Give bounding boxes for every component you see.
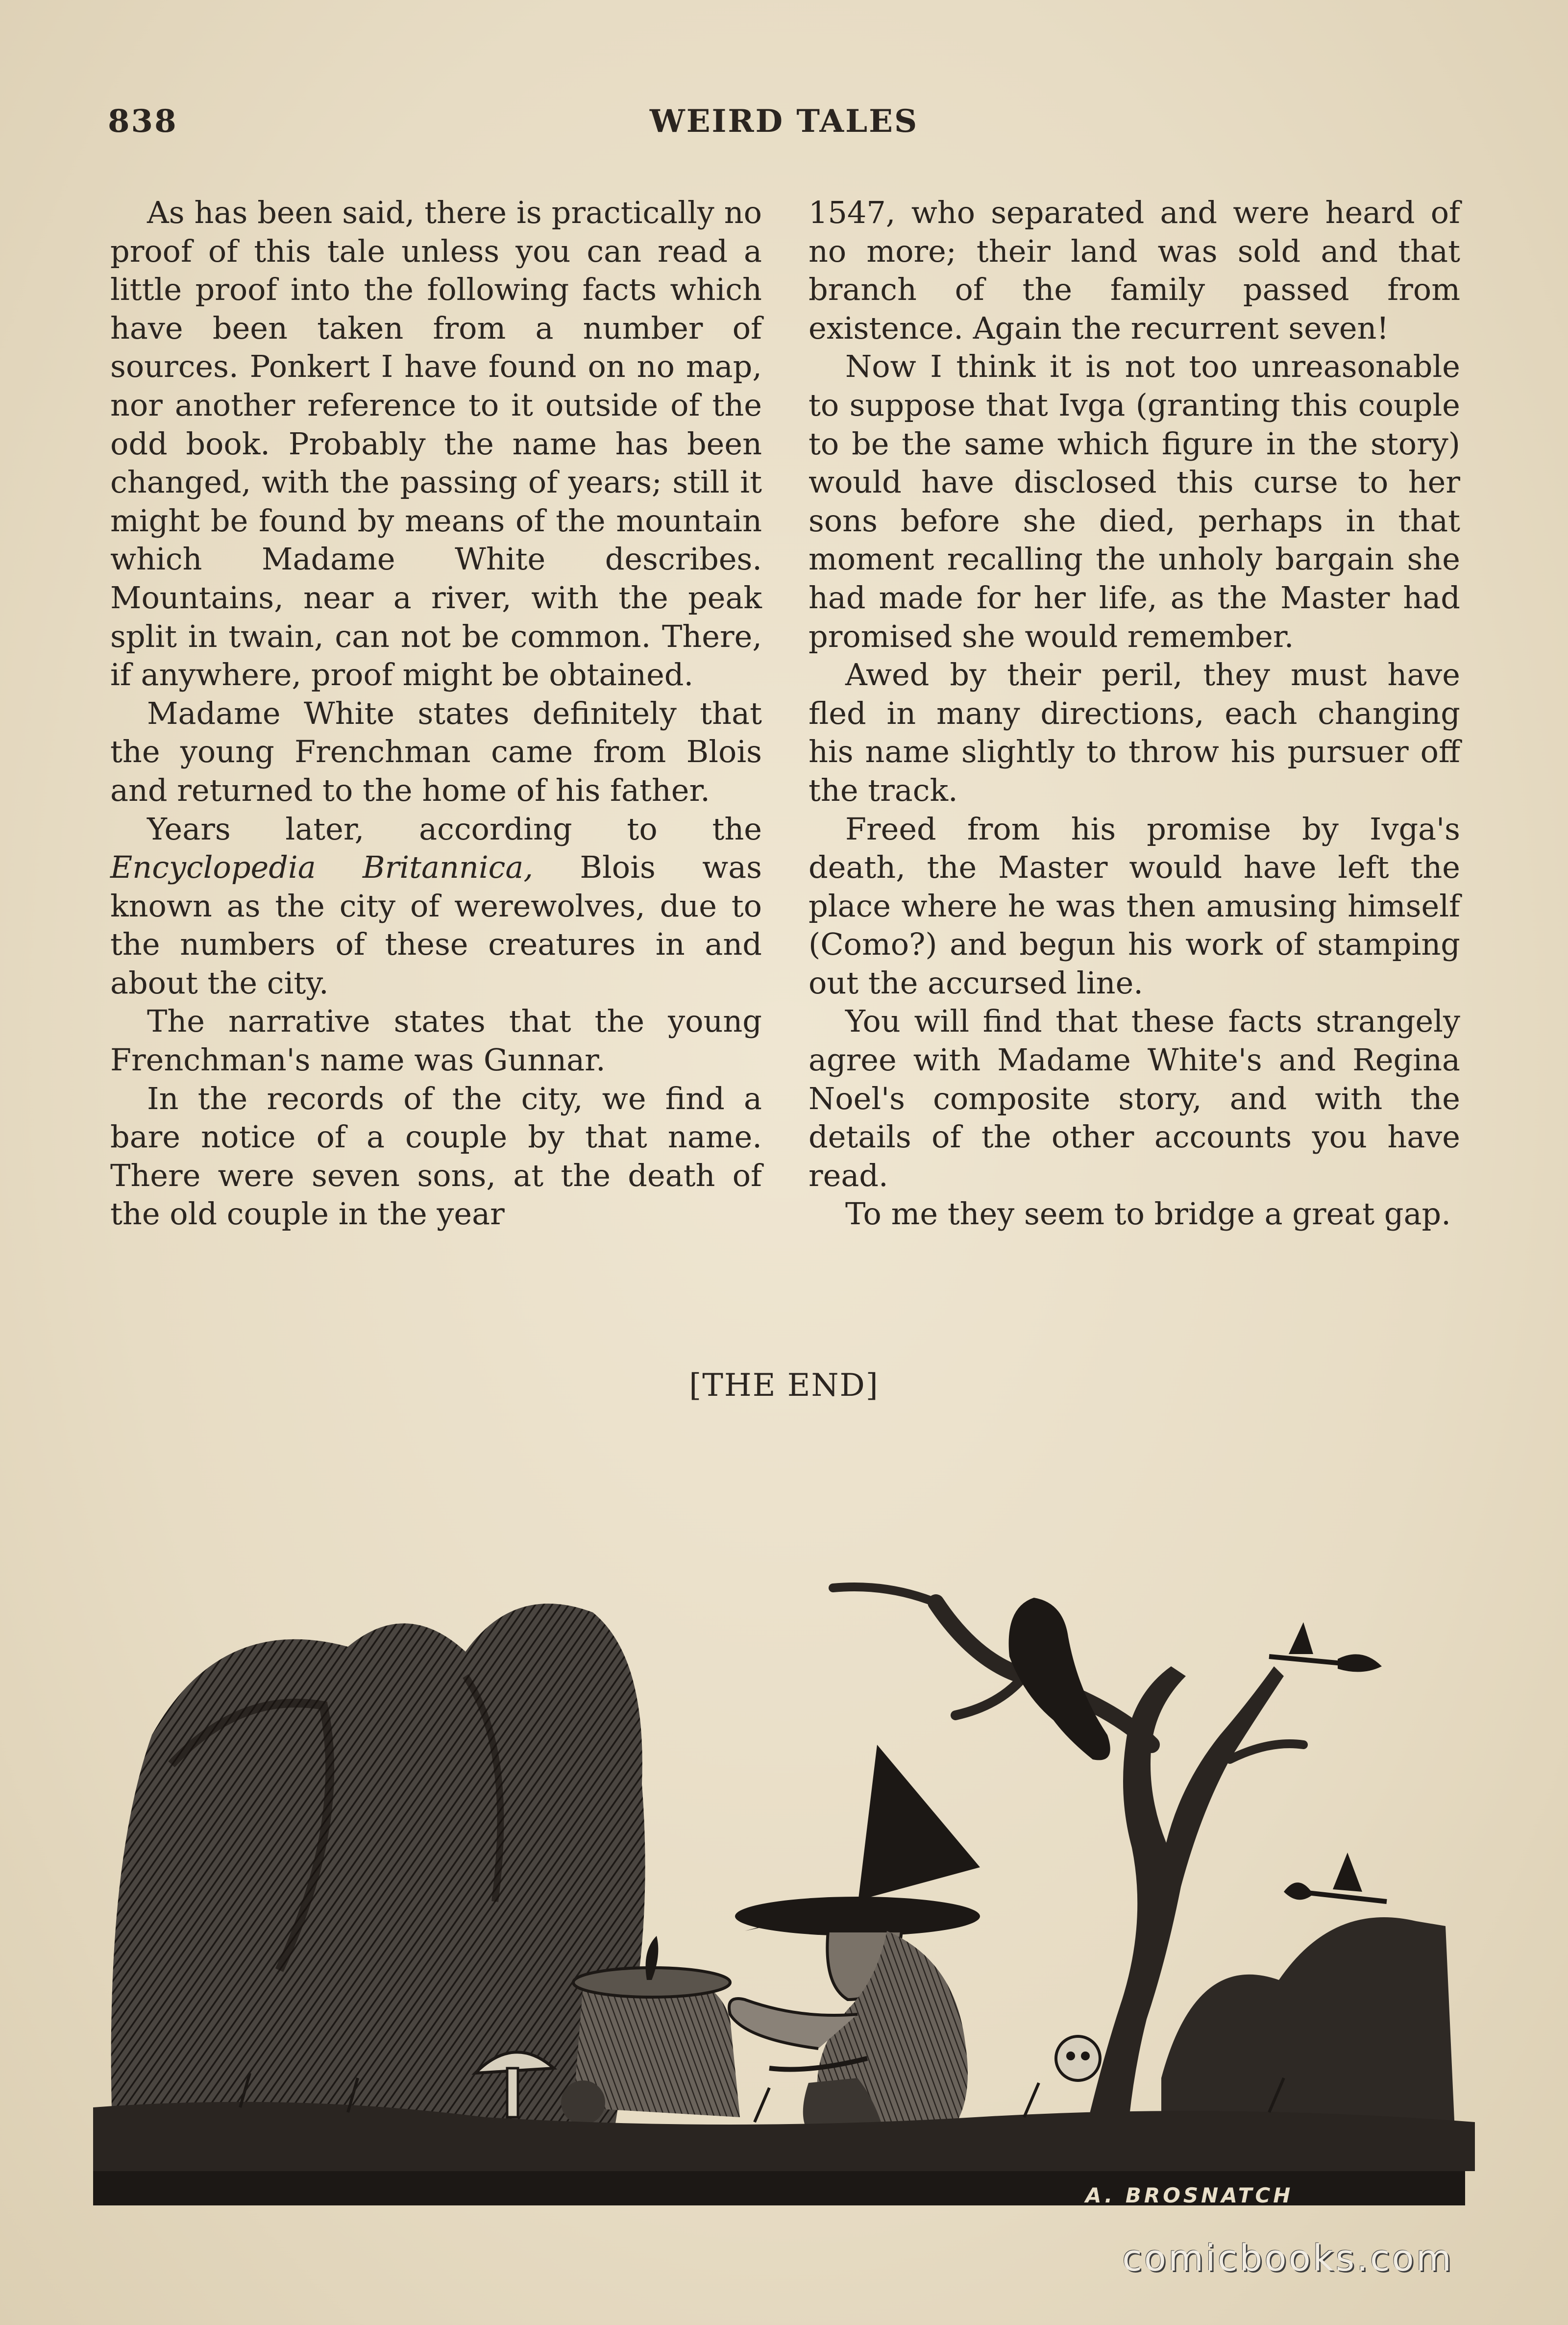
page-number: 838 (108, 103, 178, 140)
paragraph: The narrative states that the young Frenchman's name was Gunnar. (110, 1003, 762, 1078)
paragraph (110, 810, 762, 1003)
the-end-marker: [THE END] (689, 1367, 879, 1404)
toad (561, 2080, 605, 2125)
paragraph: Awed by their peril, they must have fled in many directions, each changing his name slightly to throw his pursuer off the track. (808, 657, 1460, 808)
paragraph: You will find that these facts strangely agree with Madame White's and Regina Noel's composite story, and with the details of the other accounts you have read. (808, 1003, 1460, 1193)
ground (93, 2102, 1475, 2171)
artist-signature: A. BROSNATCH (1085, 2183, 1294, 2207)
witch-illustration (93, 1529, 1475, 2205)
paragraph-text: Years later, according to the (147, 811, 762, 847)
skull (1056, 2036, 1100, 2080)
crow (1009, 1598, 1110, 1760)
flying-witch (1269, 1622, 1382, 1672)
text-column-left (110, 194, 762, 1234)
text-column-right (808, 194, 1460, 1234)
distant-hills (1161, 1917, 1455, 2142)
running-title: WEIRD TALES (649, 103, 919, 140)
paragraph: To me they seem to bridge a great gap. (845, 1196, 1451, 1232)
paragraph: In the records of the city, we find a bare notice of a couple by that name. There were seven sons, at the death of the old couple in the year (110, 1080, 762, 1232)
boulder (111, 1604, 645, 2142)
italic-title: Encyclopedia Britannica, (110, 849, 534, 886)
paragraph-text: Blois was known as the city of werewolves, due to the numbers of these creatures in and about the city. (110, 849, 762, 1001)
watermark: comicbooks.com (1122, 2237, 1453, 2279)
paragraph: 1547, who separated and were heard of no more; their land was sold and that branch of the family passed from existence. Again the recurrent seven! (808, 195, 1460, 346)
witch-figure (729, 1745, 980, 2142)
paragraph: Madame White states definitely that the young Frenchman came from Blois and returned to the home of his father. (110, 695, 762, 808)
paragraph: Freed from his promise by Ivga's death, the Master would have left the place where he was then amusing himself (Como?) and begun his work of stamping out the accursed line. (808, 811, 1460, 1001)
flying-witch (1284, 1853, 1387, 1902)
paragraph: Now I think it is not too unreasonable to suppose that Ivga (granting this couple to be the same which figure in the story) would have disclosed this curse to her sons before she died, perhaps in that moment recalling the unholy bargain she had made for her life, as the Master had promised she would remember. (808, 348, 1460, 654)
page-header (0, 98, 1568, 152)
paragraph: As has been said, there is practically no proof of this tale unless you can read a little proof into the following facts which have been taken from a number of sources. Ponkert I have found on no map, nor another reference to it outside of the odd book. Probably the name has been changed, with the passing of years; still it might be found by means of the mountain which Madame White describes. Mountains, near a river, with the peak split in twain, can not be common. There, if anywhere, proof might be obtained. (110, 195, 762, 693)
